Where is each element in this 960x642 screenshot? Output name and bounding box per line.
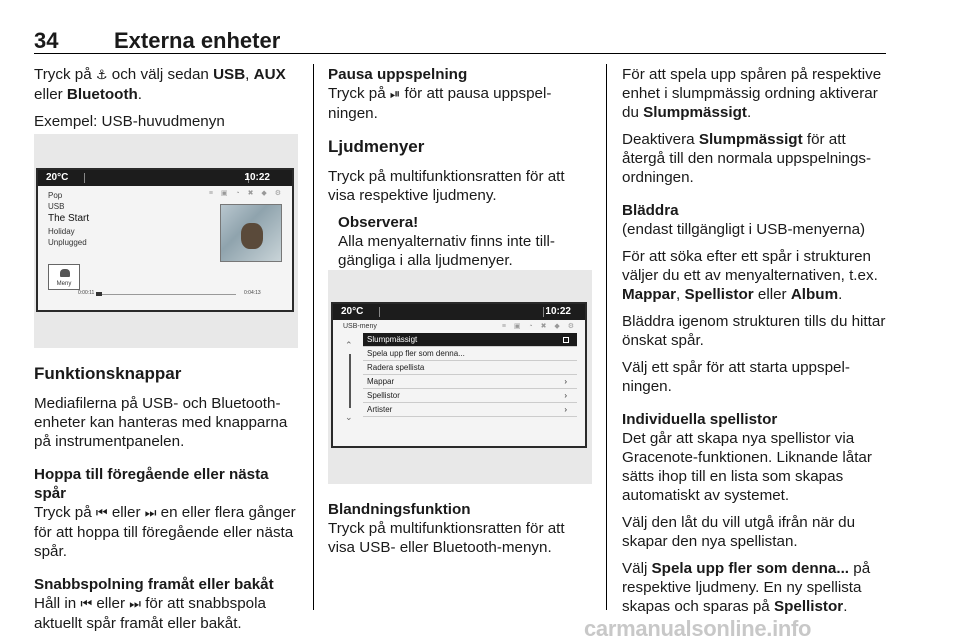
playlists-text-2: Välj den låt du vill utgå ifrån när du skapar den nya spellistan.	[622, 514, 856, 550]
next-track-icon: ⏭	[144, 506, 157, 521]
note-title: Observera!	[338, 214, 419, 231]
playlists-text: Det går att skapa nya spellistor via Gracenote-funktionen. Liknande låtar sätts ihop till en lista som skapas automatiskt av systemet.	[622, 430, 872, 504]
section-title-funktionsknappar: Funktionsknappar	[34, 364, 182, 383]
scrollbar[interactable]	[345, 340, 355, 424]
browse-text: För att söka efter ett spår i strukturen väljer du ett av menyalternativen, t.ex. Mappar, Spellistor eller Album.	[622, 248, 878, 303]
playlists-text-3: Välj Spela upp fler som denna... på respektive ljudmeny. En ny spellista skapas och sparas på Spellistor.	[622, 560, 871, 615]
chevron-down-icon[interactable]: ⌄	[345, 412, 353, 422]
menu-item-spellistor[interactable]: Spellistor ›	[363, 389, 577, 403]
menu-item-artister[interactable]: Artister ›	[363, 403, 577, 417]
intro-paragraph: Tryck på ⚓ och välj sedan USB, AUX eller Bluetooth.	[34, 66, 286, 103]
fastforward-title: Snabbspolning framåt eller bakåt	[34, 576, 274, 593]
checkbox-icon	[563, 337, 569, 343]
column-2-lower	[328, 500, 590, 557]
play-pause-icon: ⏯	[389, 87, 401, 102]
menu-item-mappar[interactable]: Mappar ›	[363, 375, 577, 389]
note-text: Alla menyalternativ finns inte tillgängliga i alla ljudmenyer.	[338, 233, 555, 269]
column-1-lower	[34, 364, 300, 641]
column-2	[328, 65, 590, 270]
status-icons: ≡ ▣ ◔ ✖ ◆ ⚙	[501, 323, 577, 330]
elapsed-time: 0:00:11	[78, 290, 95, 296]
menu-item-spela-upp-fler[interactable]: Spela upp fler som denna...	[363, 347, 577, 361]
album: Holiday	[48, 227, 75, 236]
watermark: carmanualsonline.info	[584, 616, 812, 641]
clock: 10:22	[545, 306, 571, 317]
menu-list	[363, 333, 577, 417]
usb-submenu-screenshot	[328, 270, 592, 484]
chevron-right-icon: ›	[564, 377, 567, 386]
column-3	[622, 65, 890, 624]
previous-track-icon: ⏮	[95, 506, 108, 521]
track-info	[48, 190, 89, 248]
browse-title: Bläddra	[622, 202, 679, 219]
next-track-icon: ⏭	[129, 597, 141, 612]
menu-item-radera-spellista[interactable]: Radera spellista	[363, 361, 577, 375]
column-divider	[313, 64, 314, 610]
usb-main-menu-screenshot	[34, 134, 298, 348]
page-title: Externa enheter	[114, 28, 281, 53]
infotainment-screen	[331, 302, 587, 448]
pause-title: Pausa uppspelning	[328, 66, 468, 83]
playlists-title: Individuella spellistor	[622, 411, 778, 428]
temperature: 20°C	[341, 306, 364, 317]
skip-text: Tryck på ⏮ eller ⏭ en eller flera gånger för att hoppa till föregående eller nästa spår.	[34, 504, 296, 560]
progress-bar[interactable]	[96, 294, 236, 295]
column-1	[34, 65, 300, 139]
column-divider	[606, 64, 607, 610]
status-bar	[333, 304, 585, 320]
shuffle-title: Blandningsfunktion	[328, 501, 471, 518]
track-title: The Start	[48, 213, 90, 224]
browse-text-3: Välj ett spår för att starta uppspelningen.	[622, 359, 850, 395]
source: USB	[48, 202, 65, 211]
shuffle-off-text: Deaktivera Slumpmässigt för att återgå till den normala uppspelningsordningen.	[622, 131, 872, 186]
album-art	[220, 204, 282, 262]
status-icons: ≡ ▣ ◔ ✖ ◆ ⚙	[208, 190, 284, 197]
section-title-ljudmenyer: Ljudmenyer	[328, 137, 425, 156]
status-bar	[38, 170, 292, 186]
pause-text: Tryck på ⏯ för att pausa uppspelningen.	[328, 85, 552, 122]
browse-text-2: Bläddra igenom strukturen tills du hittar önskat spår.	[622, 313, 886, 349]
skip-title: Hoppa till föregående eller nästa spår	[34, 466, 269, 502]
shuffle-on-text: För att spela upp spåren på respektive enhet i slumpmässig ordning aktiverar du Slumpmässigt.	[622, 66, 882, 121]
chevron-up-icon[interactable]: ⌃	[345, 340, 353, 350]
browse-subtitle: (endast tillgängligt i USB-menyerna)	[622, 221, 866, 238]
section-text: Mediafilerna på USB- och Bluetooth-enheter kan hanteras med knapparna på instrumentpanelen.	[34, 395, 288, 450]
fastforward-text: Håll in ⏮ eller ⏭ för att snabbspola aktuellt spår framåt eller bakåt.	[34, 595, 266, 632]
home-icon: ⚓	[95, 68, 108, 83]
sound-text: Tryck på multifunktionsratten för att visa respektive ljudmeny.	[328, 168, 565, 204]
total-time: 0:04:13	[244, 290, 261, 296]
menu-subtitle: USB-meny	[343, 323, 377, 330]
infotainment-screen	[36, 168, 294, 312]
genre: Pop	[48, 191, 63, 200]
clock: 10:22	[244, 172, 270, 183]
chevron-right-icon: ›	[564, 405, 567, 414]
artist: Unplugged	[48, 238, 87, 247]
note	[328, 213, 590, 270]
menu-button[interactable]: Meny	[48, 264, 80, 290]
chevron-right-icon: ›	[564, 391, 567, 400]
menu-item-slumpmassigt[interactable]: Slumpmässigt	[363, 333, 577, 347]
example-caption: Exempel: USB-huvudmenyn	[34, 113, 225, 130]
temperature: 20°C	[46, 172, 69, 183]
page-number: 34	[34, 28, 59, 53]
page-header	[34, 26, 886, 54]
previous-track-icon: ⏮	[80, 597, 93, 612]
shuffle-text: Tryck på multifunktionsratten för att visa USB- eller Bluetooth-menyn.	[328, 520, 565, 556]
